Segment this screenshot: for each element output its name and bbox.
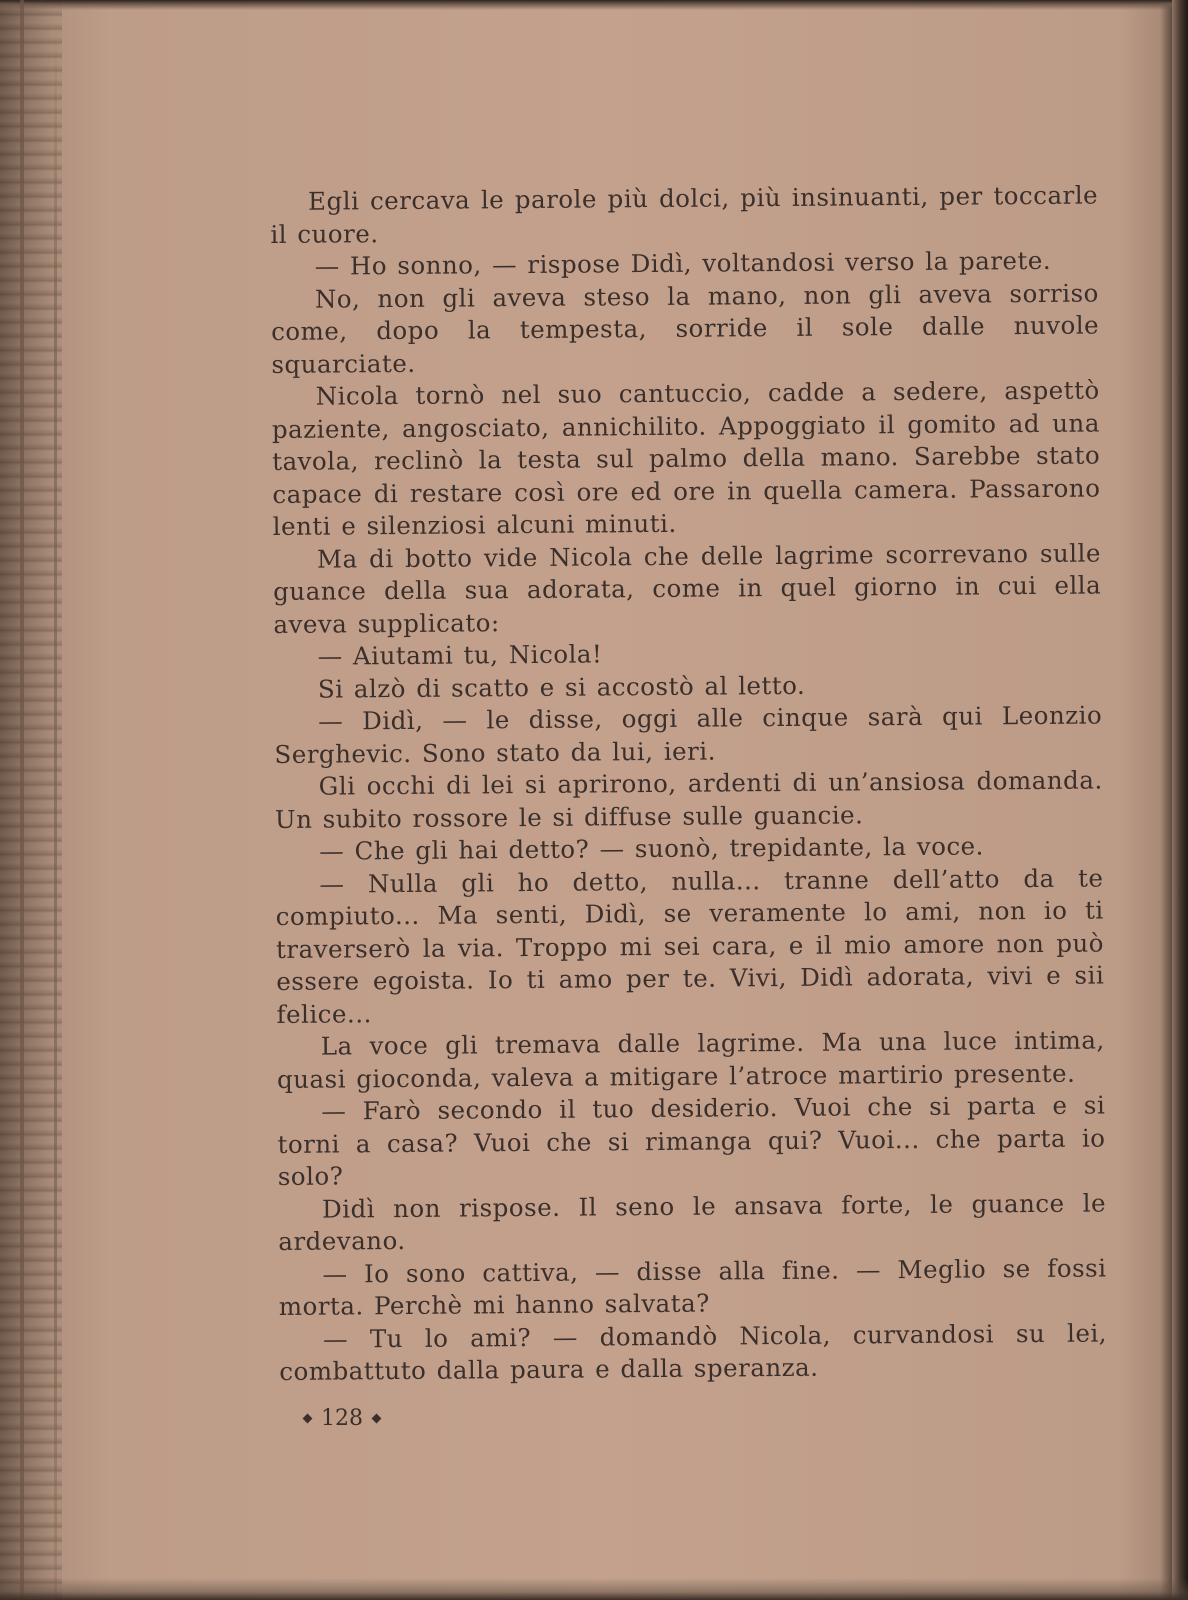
paragraph: — Tu lo ami? — domandò Nicola, curvandosi su lei, combattuto dalla paura e dalla speranza. xyxy=(279,1317,1108,1386)
page-number: 128 xyxy=(321,1406,363,1431)
paragraph: Gli occhi di lei si aprirono, ardenti di un’ansiosa domanda. Un subito rossore le si diffuse sulle guancie. xyxy=(274,765,1103,834)
paragraph: — Didì, — le disse, oggi alle cinque sarà qui Leonzio Serghevic. Sono stato da lui, ieri. xyxy=(274,700,1103,769)
paragraph: — Nulla gli ho detto, nulla... tranne dell’atto da te compiuto... Ma senti, Didì, se veramente lo ami, non io ti traverserò la via. Troppo mi sei cara, e il mio amore non può essere egoista. Io ti amo per te. Vivi, Didì adorata, vivi e sii felice... xyxy=(275,862,1105,1029)
diamond-ornament-icon xyxy=(303,1414,313,1424)
right-page-edge xyxy=(1172,0,1188,1600)
paragraph: — Ho sonno, — rispose Didì, voltandosi verso la parete. xyxy=(314,245,1052,281)
paragraph: — Io sono cattiva, — disse alla fine. — Meglio se fossi morta. Perchè mi hanno salvata? xyxy=(278,1252,1107,1321)
bottom-page-edge xyxy=(0,1578,1188,1600)
paragraph: — Che gli hai detto? — suonò, trepidante, la voce. xyxy=(319,831,985,866)
binding-gutter xyxy=(0,0,62,1600)
paragraph: Didì non rispose. Il seno le ansava forte, le guance le ardevano. xyxy=(278,1187,1107,1256)
paragraph: No, non gli aveva steso la mano, non gli aveva sorriso come, dopo la tempesta, sorride il sole dalle nuvole squarciate. xyxy=(271,277,1100,379)
page-number-footer xyxy=(304,1406,380,1431)
left-page-edge xyxy=(20,0,24,1600)
paragraph: Nicola tornò nel suo cantuccio, cadde a sedere, aspettò paziente, angosciato, annichilito. Appoggiato il gomito ad una tavola, reclinò la testa sul palmo della mano. Sarebbe stato capace di restare così ore ed ore in quella camera. Passarono lenti e silenziosi alcuni minuti. xyxy=(271,375,1101,541)
paragraph: Si alzò di scatto e si accostò al letto. xyxy=(317,670,806,704)
top-page-edge xyxy=(0,0,1188,10)
paragraph: Ma di botto vide Nicola che delle lagrime scorrevano sulle guance della sua adorata, come in quel giorno in cui ella aveva supplicato: xyxy=(273,537,1102,639)
paragraph: — Farò secondo il tuo desiderio. Vuoi che si parta e si torni a casa? Vuoi che si rimanga qui? Vuoi... che parta io solo? xyxy=(277,1090,1106,1191)
paragraph: — Aiutami tu, Nicola! xyxy=(317,639,603,671)
paragraph: Egli cercava le parole più dolci, più insinuanti, per toccarle il cuore. xyxy=(270,180,1099,249)
diamond-ornament-icon xyxy=(372,1414,382,1424)
page-fold-line xyxy=(54,10,57,1600)
body-text xyxy=(270,179,1107,1388)
paragraph: La voce gli tremava dalle lagrime. Ma una luce intima, quasi gioconda, valeva a mitigare l’atroce martirio presente. xyxy=(276,1025,1105,1094)
